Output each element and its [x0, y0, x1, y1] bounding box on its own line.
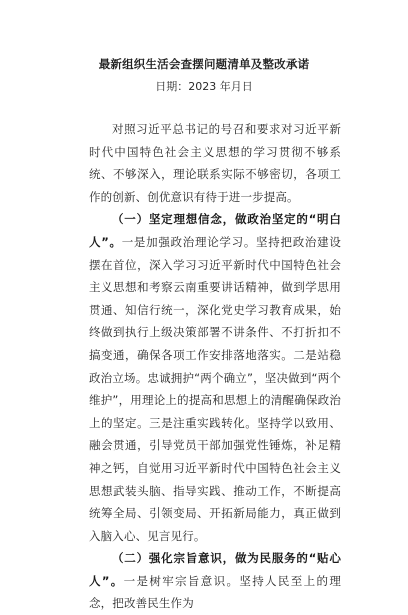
section-paragraph-2	[89, 547, 341, 615]
section-paragraph-1	[89, 208, 341, 547]
document-body	[89, 118, 341, 615]
document-title: 最新组织生活会查摆问题清单及整改承诺	[98, 57, 310, 71]
document-date: 日期：2023 年月日	[155, 80, 253, 93]
section-text-2: 一是树牢宗旨意识。坚持人民至上的理念，把改善民生作为	[89, 573, 341, 611]
intro-paragraph: 对照习近平总书记的号召和要求对习近平新时代中国特色社会主义思想的学习贯彻不够系统、不够深入，理论联系实际不够密切，各项工作的创新、创优意识有待于进一步提高。	[89, 122, 341, 204]
section-text-1: 一是加强政治理论学习。坚持把政治建设摆在首位，深入学习习近平新时代中国特色社会主义思想和考察云南重要讲话精神，做到学思用贯通、知信行统一，深化党史学习教育成果，始终做到执行上级决策部署不讲条件、不打折扣不搞变通，确保各项工作安排落地落实。二是站稳政治立场。忠诚拥护“两个确立”，坚决做到“两个维护”，用理论上的提高和思想上的清醒确保政治上的坚定。三是注重实践转化。坚持学以致用、融会贯通，引导党员干部加强党性锤炼，补足精神之钙，自觉用习近平新时代中国特色社会主义思想武装头脑、指导实践、推动工作，不断提高统筹全局、引领变局、开拓新局能力，真正做到入脑入心、见言见行。	[89, 234, 341, 543]
section-heading-1: （一）坚定理想信念，做政治坚定的“明白人”。	[89, 212, 341, 249]
section-heading-2: （二）强化宗旨意识，做为民服务的“贴心人”。	[89, 551, 341, 588]
